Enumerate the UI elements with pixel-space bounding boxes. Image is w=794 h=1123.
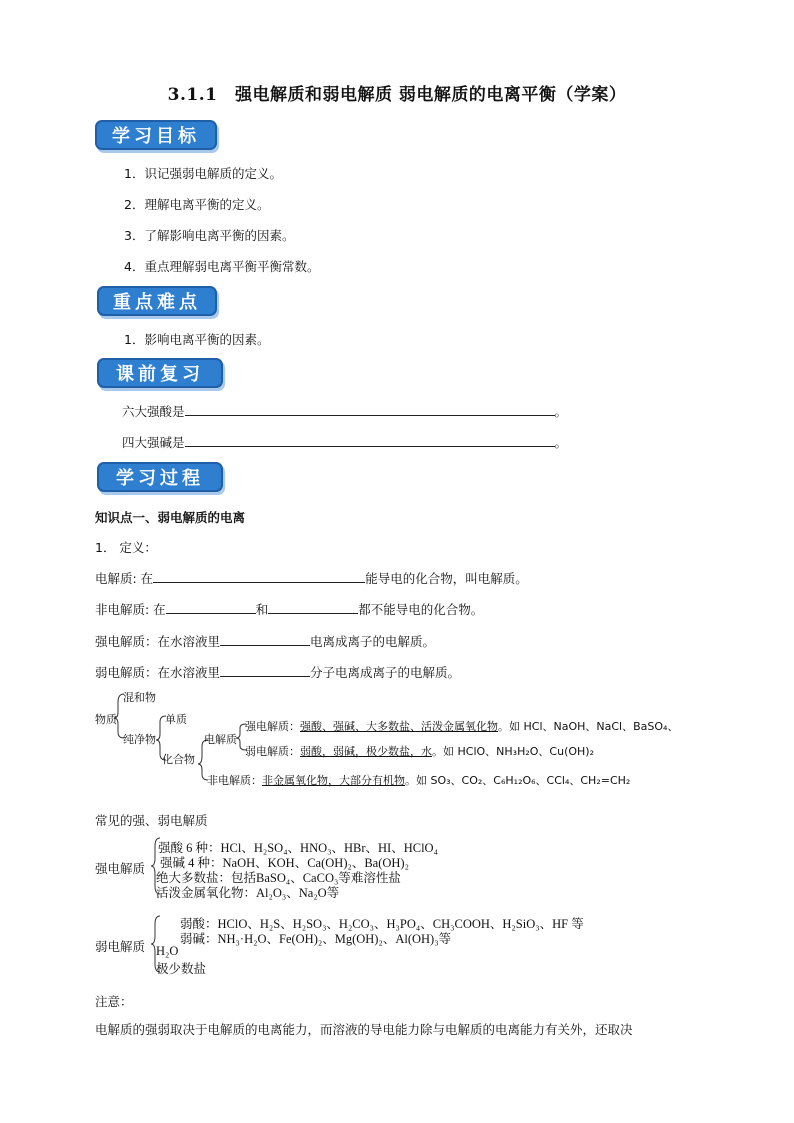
text: 弱电解质：	[245, 745, 300, 758]
objective-item: 2．理解电离平衡的定义。	[124, 197, 270, 212]
review-acids-label: 六大强酸是	[122, 404, 185, 419]
objective-item: 3．了解影响电离平衡的因素。	[124, 228, 295, 243]
text: 弱电解质：在水溶液里	[95, 665, 221, 680]
page-title: 3.1.1 强电解质和弱电解质 弱电解质的电离平衡（学案）	[167, 85, 627, 105]
tree-compound: 化合物	[162, 753, 195, 766]
note-text: 电解质的强弱取决于电解质的电离能力，而溶液的导电能力除与电解质的电离能力有关外，还取决	[95, 1022, 633, 1037]
section-badge-process: 学习过程	[97, 462, 223, 492]
text: 强电解质：	[245, 720, 300, 733]
definition-label: 1． 定义：	[95, 540, 157, 555]
strong-item: 强碱 4 种：NaOH、KOH、Ca(OH)₂、Ba(OH)₂	[160, 856, 409, 870]
text: 非金属氧化物，大部分有机物	[262, 774, 405, 787]
weak-item: H₂O	[156, 944, 179, 958]
section-badge-keypoints: 重点难点	[97, 286, 217, 316]
period: 。	[554, 435, 568, 450]
objective-item: 4．重点理解弱电离平衡平衡常数。	[124, 259, 320, 274]
tree-pure: 纯净物	[123, 733, 156, 746]
text: 弱酸，弱碱，极少数盐，水	[300, 745, 432, 758]
period: 。	[554, 404, 568, 419]
tree-element: 单质	[165, 713, 187, 726]
section-badge-review: 课前复习	[97, 358, 223, 388]
text: 能导电的化合物，叫电解质。	[365, 571, 528, 586]
text: 分子电离成离子的电解质。	[310, 665, 461, 680]
text: 非电解质：	[207, 774, 262, 787]
text: 。如 SO₃、CO₂、C₆H₁₂O₆、CCl₄、CH₂=CH₂	[405, 774, 631, 787]
text: 强酸、强碱、大多数盐、活泼金属氧化物	[300, 720, 498, 733]
objective-item: 1．识记强弱电解质的定义。	[124, 166, 282, 181]
text: 和	[255, 602, 269, 617]
text: 强电解质：在水溶液里	[95, 634, 221, 649]
weak-item: 弱酸：HClO、H₂S、H₂SO₃、H₂CO₃、H₃PO₄、CH₃COOH、H₂SiO₃、HF 等	[180, 917, 584, 931]
knowledge-heading: 知识点一、弱电解质的电离	[95, 510, 246, 525]
keypoint-item: 1．影响电离平衡的因素。	[124, 332, 270, 347]
text: 电离成离子的电解质。	[310, 634, 436, 649]
review-bases-label: 四大强碱是	[122, 435, 185, 450]
tree-mixture: 混和物	[123, 691, 156, 704]
text: 非电解质: 在	[95, 602, 166, 617]
common-heading: 常见的强、弱电解质	[95, 813, 208, 828]
note-label: 注意：	[95, 994, 133, 1009]
text: 电解质: 在	[95, 571, 154, 586]
text: 。如 HCl、NaOH、NaCl、BaSO₄、	[498, 720, 679, 733]
strong-item: 活泼金属氧化物：Al₂O₃、Na₂O等	[156, 886, 340, 900]
strong-label: 强电解质	[95, 861, 146, 876]
tree-electrolyte: 电解质	[204, 733, 237, 746]
section-badge-objectives: 学习目标	[95, 120, 217, 150]
tree-matter: 物质	[95, 713, 117, 726]
weak-item: 弱碱：NH₃·H₂O、Fe(OH)₂、Mg(OH)₂、Al(OH)₃等	[180, 932, 452, 946]
weak-item: 极少数盐	[156, 962, 207, 976]
weak-label: 弱电解质	[95, 939, 146, 954]
strong-item: 强酸 6 种：HCl、H₂SO₄、HNO₃、HBr、HI、HClO₄	[158, 841, 438, 855]
text: 。如 HClO、NH₃H₂O、Cu(OH)₂	[432, 745, 594, 758]
text: 都不能导电的化合物。	[358, 602, 484, 617]
strong-item: 绝大多数盐：包括BaSO₄、CaCO₃等难溶性盐	[156, 871, 401, 885]
